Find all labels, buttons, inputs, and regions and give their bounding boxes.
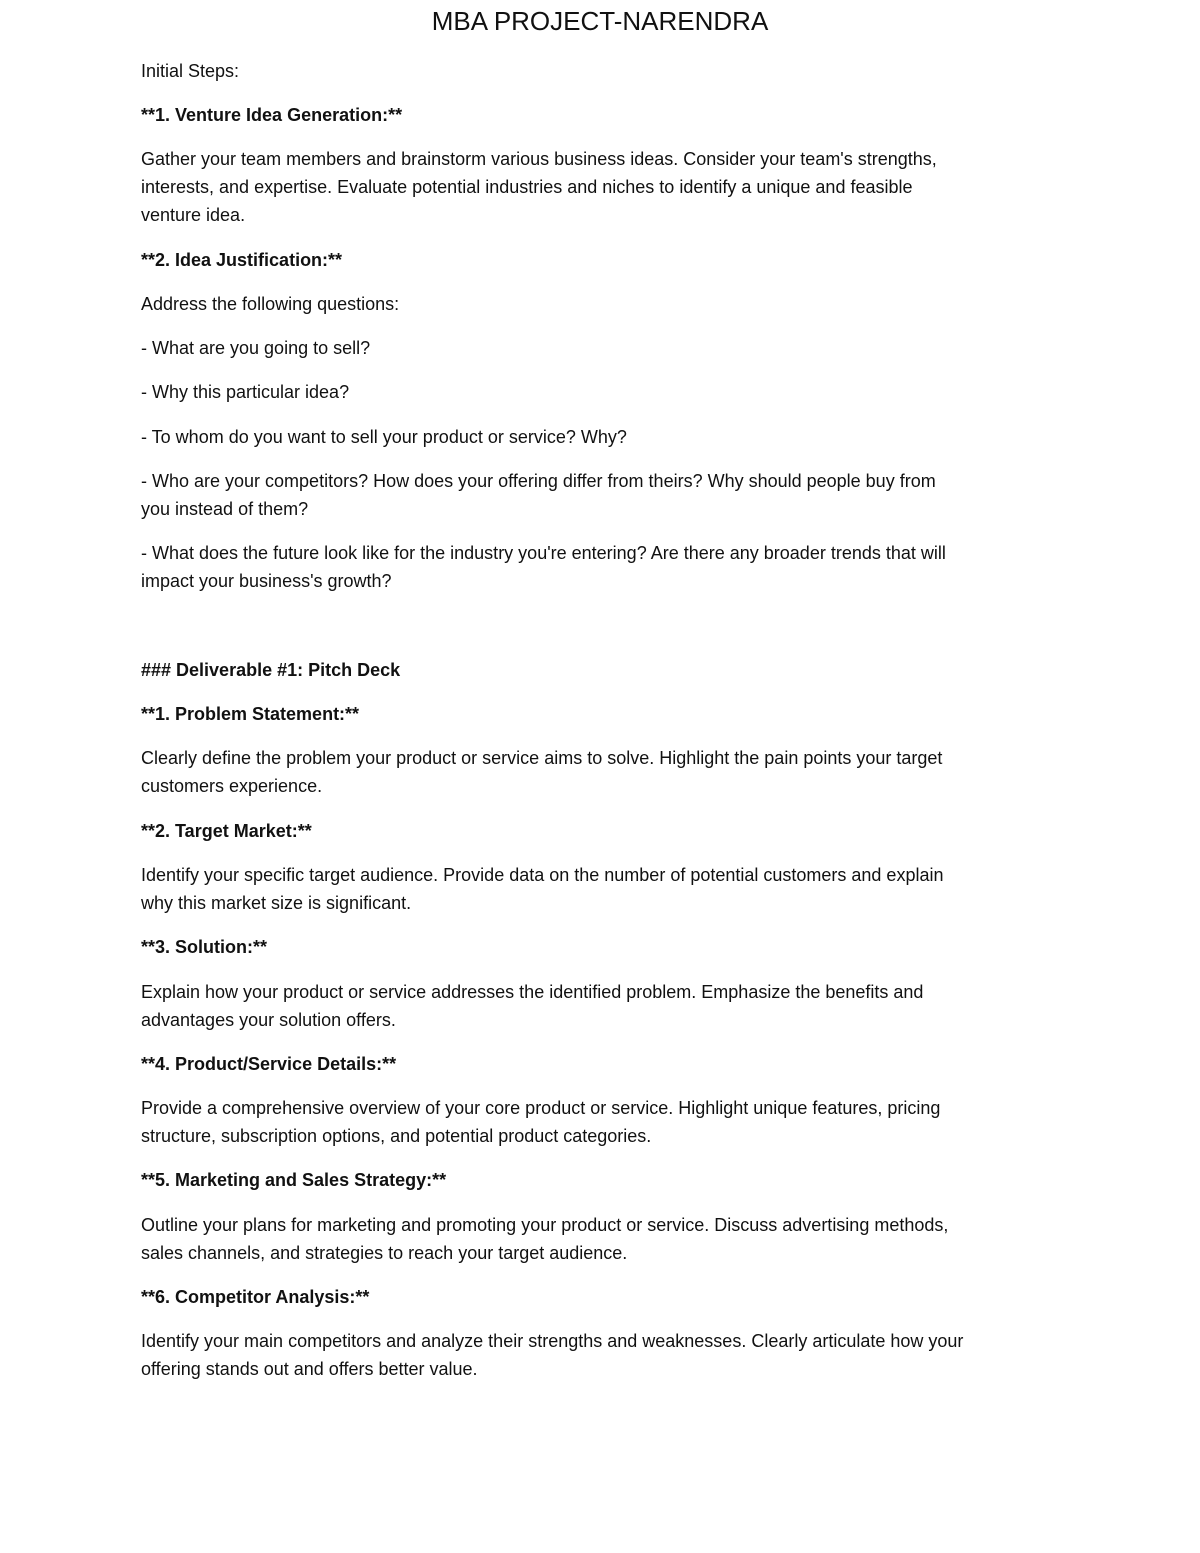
section-heading-competitor-analysis: **6. Competitor Analysis:** — [141, 1287, 370, 1307]
section-text-line: Clearly define the problem your product or service aims to solve. Highlight the pain points your target — [141, 748, 943, 768]
section-heading-solution: **3. Solution:** — [141, 937, 268, 957]
question-item: - What does the future look like for the industry you're entering? Are there any broader trends that will — [141, 543, 946, 563]
venture-idea-text-line: venture idea. — [141, 205, 246, 225]
venture-idea-text-line: Gather your team members and brainstorm various business ideas. Consider your team's strengths, — [141, 149, 937, 169]
section-heading-marketing-sales-strategy: **5. Marketing and Sales Strategy:** — [141, 1170, 447, 1190]
venture-idea-heading: **1. Venture Idea Generation:** — [141, 105, 403, 125]
section-text-line: advantages your solution offers. — [141, 1010, 396, 1030]
section-text-line: why this market size is significant. — [141, 893, 412, 913]
section-text-line: Identify your specific target audience. Provide data on the number of potential customers and explain — [141, 865, 944, 885]
section-text-line: Identify your main competitors and analyze their strengths and weaknesses. Clearly articulate how your — [141, 1331, 964, 1351]
initial-steps-label: Initial Steps: — [141, 61, 240, 81]
section-text-line: Outline your plans for marketing and promoting your product or service. Discuss advertising methods, — [141, 1215, 949, 1235]
idea-justification-intro: Address the following questions: — [141, 294, 400, 314]
question-item: - Why this particular idea? — [141, 382, 350, 402]
question-item-continued: impact your business's growth? — [141, 571, 392, 591]
section-text-line: Explain how your product or service addresses the identified problem. Emphasize the benefits and — [141, 982, 924, 1002]
section-text-line: sales channels, and strategies to reach your target audience. — [141, 1243, 628, 1263]
question-item: - What are you going to sell? — [141, 338, 371, 358]
section-text-line: customers experience. — [141, 776, 323, 796]
section-text-line: offering stands out and offers better value. — [141, 1359, 478, 1379]
section-text-line: structure, subscription options, and potential product categories. — [141, 1126, 652, 1146]
question-item: - Who are your competitors? How does your offering differ from theirs? Why should people buy from — [141, 471, 936, 491]
section-heading-problem-statement: **1. Problem Statement:** — [141, 704, 360, 724]
section-text-line: Provide a comprehensive overview of your core product or service. Highlight unique features, pricing — [141, 1098, 941, 1118]
idea-justification-heading: **2. Idea Justification:** — [141, 250, 343, 270]
section-heading-target-market: **2. Target Market:** — [141, 821, 312, 841]
section-heading-product-service-details: **4. Product/Service Details:** — [141, 1054, 397, 1074]
question-item-continued: you instead of them? — [141, 499, 309, 519]
venture-idea-text-line: interests, and expertise. Evaluate potential industries and niches to identify a unique and feasible — [141, 177, 913, 197]
question-item: - To whom do you want to sell your product or service? Why? — [141, 427, 627, 447]
deliverable-heading: ### Deliverable #1: Pitch Deck — [141, 660, 401, 680]
document-title: MBA PROJECT-NARENDRA — [431, 6, 769, 36]
